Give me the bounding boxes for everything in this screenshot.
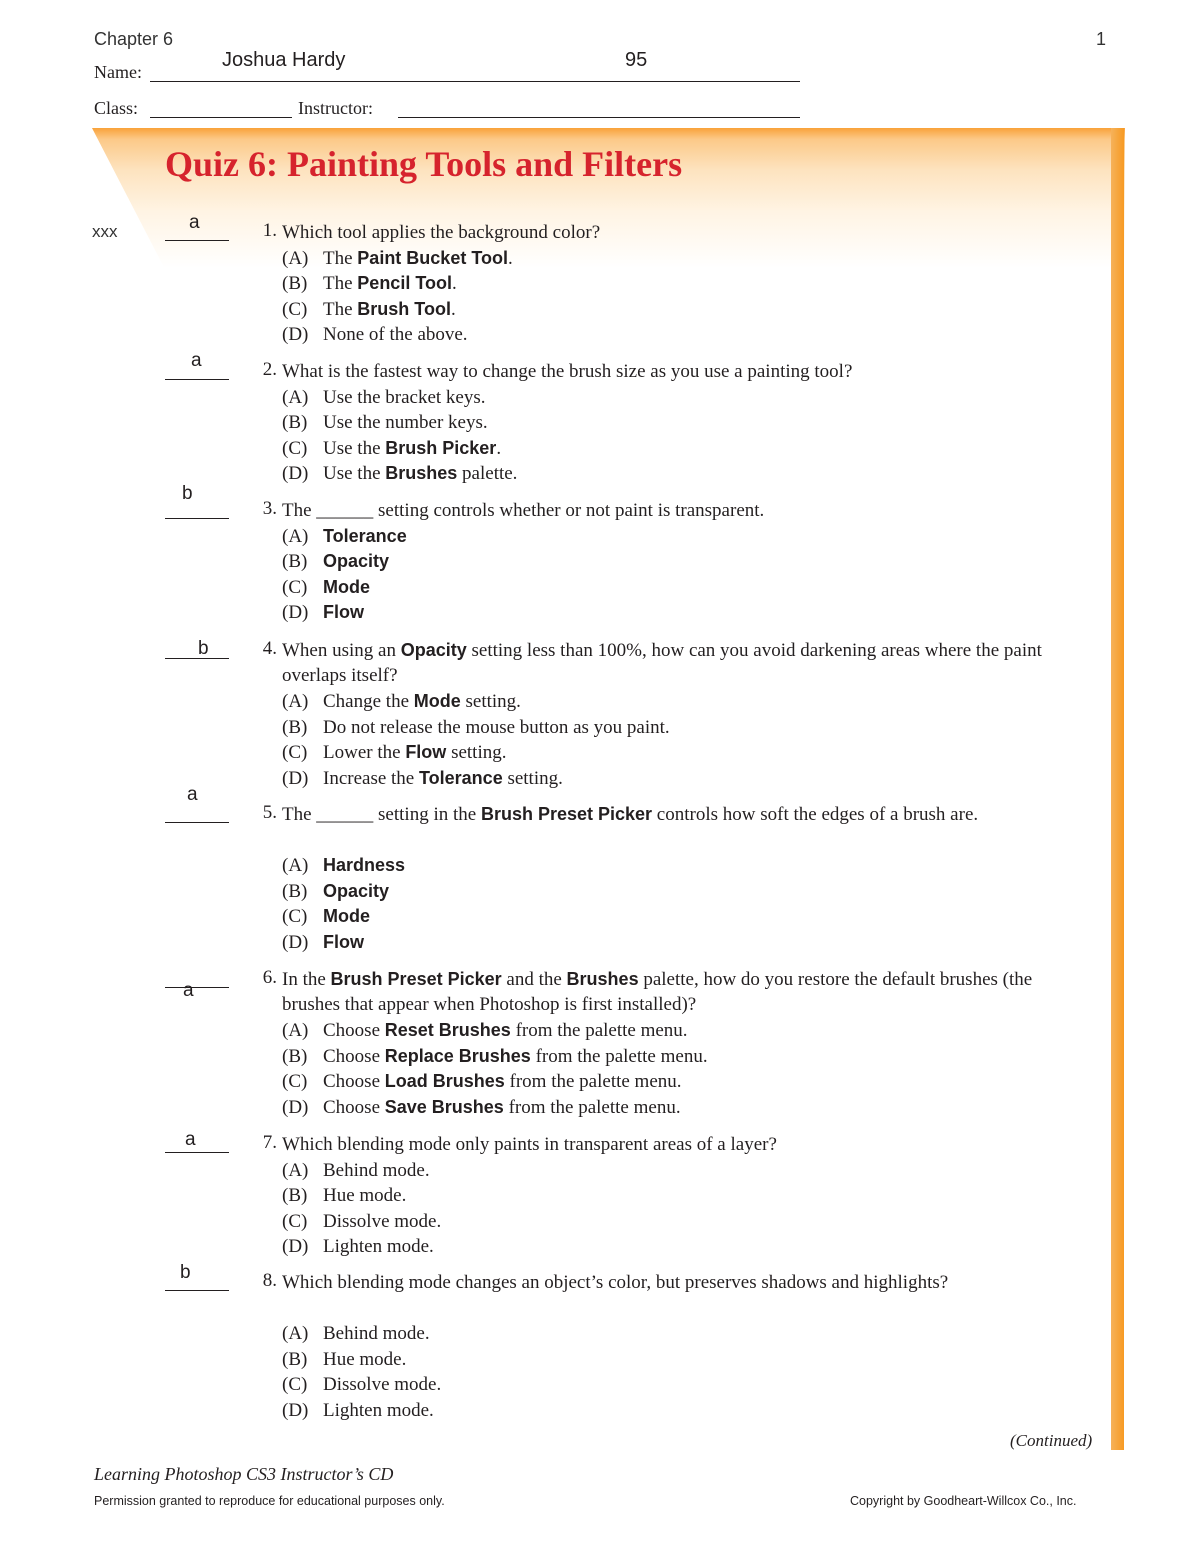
answer-option bbox=[282, 689, 521, 714]
answer-option bbox=[282, 1158, 430, 1183]
option-label: (B) bbox=[282, 1185, 308, 1206]
score-value: 95 bbox=[625, 49, 648, 71]
answer-option bbox=[282, 1209, 441, 1234]
side-accent-bar bbox=[1111, 128, 1124, 1450]
option-text: The Brush Tool. bbox=[323, 298, 456, 320]
option-label: (A) bbox=[282, 855, 309, 876]
option-label: (B) bbox=[282, 1348, 308, 1370]
option-text: Tolerance bbox=[323, 525, 407, 546]
answer-option bbox=[282, 549, 389, 574]
option-text: Flow bbox=[323, 602, 364, 622]
option-text: Change the Mode setting. bbox=[323, 691, 521, 712]
option-label: (A) bbox=[282, 1020, 309, 1041]
option-label: (D) bbox=[282, 1236, 309, 1257]
name-line bbox=[150, 81, 800, 82]
option-text: Lighten mode. bbox=[323, 1399, 434, 1421]
question-text: Which tool applies the background color? bbox=[282, 222, 601, 243]
question-text: In the Brush Preset Picker and the Brushes palette, how do you restore the default brushes (the brushes that appear when Photoshop is first installed)? bbox=[282, 969, 1033, 1015]
option-label: (A) bbox=[282, 386, 309, 408]
option-label: (D) bbox=[282, 767, 309, 789]
option-label: (C) bbox=[282, 576, 308, 598]
option-label: (C) bbox=[282, 906, 308, 927]
option-label: (B) bbox=[282, 551, 308, 572]
question-number: 2. bbox=[262, 359, 277, 380]
quiz-title: Quiz 6: Painting Tools and Filters bbox=[165, 144, 683, 184]
question-number: 6. bbox=[262, 967, 277, 988]
answer-option bbox=[282, 1069, 682, 1094]
answer-option bbox=[282, 1183, 406, 1208]
copyright-note: Copyright by Goodheart-Willcox Co., Inc. bbox=[850, 1494, 1077, 1508]
option-text: Opacity bbox=[323, 551, 390, 571]
answer-option bbox=[282, 1398, 434, 1423]
answer-option bbox=[282, 1044, 708, 1069]
answer-option bbox=[282, 297, 456, 322]
answer-option bbox=[282, 879, 389, 904]
option-label: (B) bbox=[282, 412, 308, 433]
answer-letter: a bbox=[187, 784, 198, 805]
option-label: (D) bbox=[282, 1096, 309, 1118]
option-text: The Paint Bucket Tool. bbox=[323, 247, 513, 269]
question-number: 4. bbox=[262, 638, 277, 659]
option-text: Lower the Flow setting. bbox=[323, 742, 507, 763]
answer-option bbox=[282, 436, 501, 461]
option-label: (D) bbox=[282, 1399, 309, 1421]
margin-note: xxx bbox=[92, 222, 118, 241]
option-label: (A) bbox=[282, 247, 309, 269]
answer-option bbox=[282, 853, 405, 878]
option-label: (D) bbox=[282, 931, 309, 953]
permission-note: Permission granted to reproduce for educational purposes only. bbox=[94, 1494, 445, 1508]
option-label: (B) bbox=[282, 716, 308, 738]
question-number: 8. bbox=[262, 1270, 277, 1291]
option-label: (C) bbox=[282, 1071, 308, 1092]
option-text: None of the above. bbox=[323, 324, 468, 345]
answer-letter: b bbox=[182, 483, 193, 504]
answer-letter: a bbox=[183, 980, 194, 1001]
option-label: (A) bbox=[282, 525, 309, 547]
answer-blank[interactable] bbox=[165, 518, 229, 519]
student-name[interactable]: Joshua Hardy bbox=[222, 49, 346, 71]
option-text: Mode bbox=[323, 576, 370, 597]
answer-letter: a bbox=[185, 1129, 196, 1150]
answer-blank[interactable] bbox=[165, 658, 229, 659]
name-label: Name: bbox=[94, 62, 142, 82]
answer-option bbox=[282, 1018, 688, 1043]
option-text: Hardness bbox=[323, 855, 406, 875]
book-title: Learning Photoshop CS3 Instructor’s CD bbox=[94, 1464, 394, 1484]
option-text: Do not release the mouse button as you paint. bbox=[323, 716, 670, 738]
instructor-label: Instructor: bbox=[298, 98, 373, 118]
question-number: 5. bbox=[262, 802, 277, 823]
option-label: (B) bbox=[282, 1045, 308, 1067]
answer-blank[interactable] bbox=[165, 379, 229, 380]
option-text: Hue mode. bbox=[323, 1185, 407, 1206]
option-text: Mode bbox=[323, 906, 370, 926]
answer-option bbox=[282, 766, 563, 791]
option-label: (C) bbox=[282, 298, 308, 320]
chapter-label: Chapter 6 bbox=[94, 29, 174, 49]
answer-option bbox=[282, 322, 468, 347]
answer-option bbox=[282, 461, 517, 486]
answer-blank[interactable] bbox=[165, 987, 229, 988]
answer-option bbox=[282, 600, 364, 625]
page-number: 1 bbox=[1096, 29, 1107, 49]
answer-option bbox=[282, 930, 364, 955]
question-text: Which blending mode changes an object’s color, but preserves shadows and highlights? bbox=[282, 1272, 949, 1293]
answer-letter: b bbox=[198, 638, 209, 659]
question-text: What is the fastest way to change the brush size as you use a painting tool? bbox=[282, 361, 853, 382]
option-label: (A) bbox=[282, 1323, 309, 1344]
answer-option bbox=[282, 1347, 406, 1372]
answer-option bbox=[282, 385, 486, 410]
answer-option bbox=[282, 715, 670, 740]
option-text: Dissolve mode. bbox=[323, 1374, 442, 1395]
option-label: (A) bbox=[282, 691, 309, 712]
question-number: 7. bbox=[262, 1132, 277, 1153]
class-label: Class: bbox=[94, 98, 139, 118]
answer-blank[interactable] bbox=[165, 822, 229, 823]
option-text: Flow bbox=[323, 931, 364, 952]
option-text: Use the bracket keys. bbox=[323, 386, 486, 408]
option-label: (B) bbox=[282, 273, 308, 294]
answer-option bbox=[282, 1372, 441, 1397]
option-label: (C) bbox=[282, 742, 308, 763]
class-line[interactable] bbox=[150, 117, 292, 118]
option-text: Behind mode. bbox=[323, 1323, 430, 1344]
option-label: (C) bbox=[282, 1374, 308, 1395]
question-text: Which blending mode only paints in transparent areas of a layer? bbox=[282, 1134, 777, 1155]
answer-option bbox=[282, 1095, 681, 1120]
question-number: 1. bbox=[262, 220, 277, 241]
option-text: Use the Brushes palette. bbox=[323, 463, 518, 484]
option-text: Hue mode. bbox=[323, 1348, 407, 1370]
answer-letter: a bbox=[189, 212, 200, 233]
option-label: (C) bbox=[282, 437, 308, 459]
question-number: 3. bbox=[262, 498, 277, 519]
option-text: Behind mode. bbox=[323, 1159, 430, 1181]
option-label: (C) bbox=[282, 1210, 308, 1232]
answer-letter: a bbox=[191, 350, 202, 371]
option-text: Choose Reset Brushes from the palette menu. bbox=[323, 1020, 688, 1041]
option-label: (A) bbox=[282, 1159, 309, 1181]
answer-option bbox=[282, 1321, 430, 1346]
answer-blank[interactable] bbox=[165, 1290, 229, 1291]
option-text: Choose Load Brushes from the palette menu. bbox=[323, 1071, 682, 1092]
answer-option bbox=[282, 740, 506, 765]
option-text: Opacity bbox=[323, 880, 390, 901]
option-text: The Pencil Tool. bbox=[323, 273, 457, 294]
instructor-line[interactable] bbox=[398, 117, 800, 118]
option-text: Choose Save Brushes from the palette menu. bbox=[323, 1096, 681, 1118]
answer-option bbox=[282, 271, 457, 296]
option-text: Increase the Tolerance setting. bbox=[323, 767, 563, 789]
answer-option bbox=[282, 410, 488, 435]
option-label: (D) bbox=[282, 602, 309, 623]
answer-blank[interactable] bbox=[165, 1152, 229, 1153]
question-text: The ______ setting controls whether or not paint is transparent. bbox=[282, 500, 765, 521]
question-text: When using an Opacity setting less than 100%, how can you avoid darkening areas where the paint overlaps itself? bbox=[282, 640, 1042, 686]
option-label: (D) bbox=[282, 324, 309, 345]
answer-option bbox=[282, 1234, 434, 1259]
answer-option bbox=[282, 246, 513, 271]
continued-note: (Continued) bbox=[1010, 1431, 1093, 1450]
option-label: (B) bbox=[282, 880, 308, 902]
question-text: The ______ setting in the Brush Preset Picker controls how soft the edges of a brush are. bbox=[282, 804, 979, 825]
option-label: (D) bbox=[282, 463, 309, 484]
answer-letter: b bbox=[180, 1262, 191, 1283]
option-text: Lighten mode. bbox=[323, 1236, 434, 1257]
answer-option bbox=[282, 524, 407, 549]
option-text: Dissolve mode. bbox=[323, 1210, 442, 1232]
answer-option bbox=[282, 575, 370, 600]
option-text: Choose Replace Brushes from the palette menu. bbox=[323, 1045, 708, 1067]
answer-blank[interactable] bbox=[165, 240, 229, 241]
option-text: Use the number keys. bbox=[323, 412, 488, 433]
option-text: Use the Brush Picker. bbox=[323, 437, 502, 459]
answer-option bbox=[282, 904, 370, 929]
